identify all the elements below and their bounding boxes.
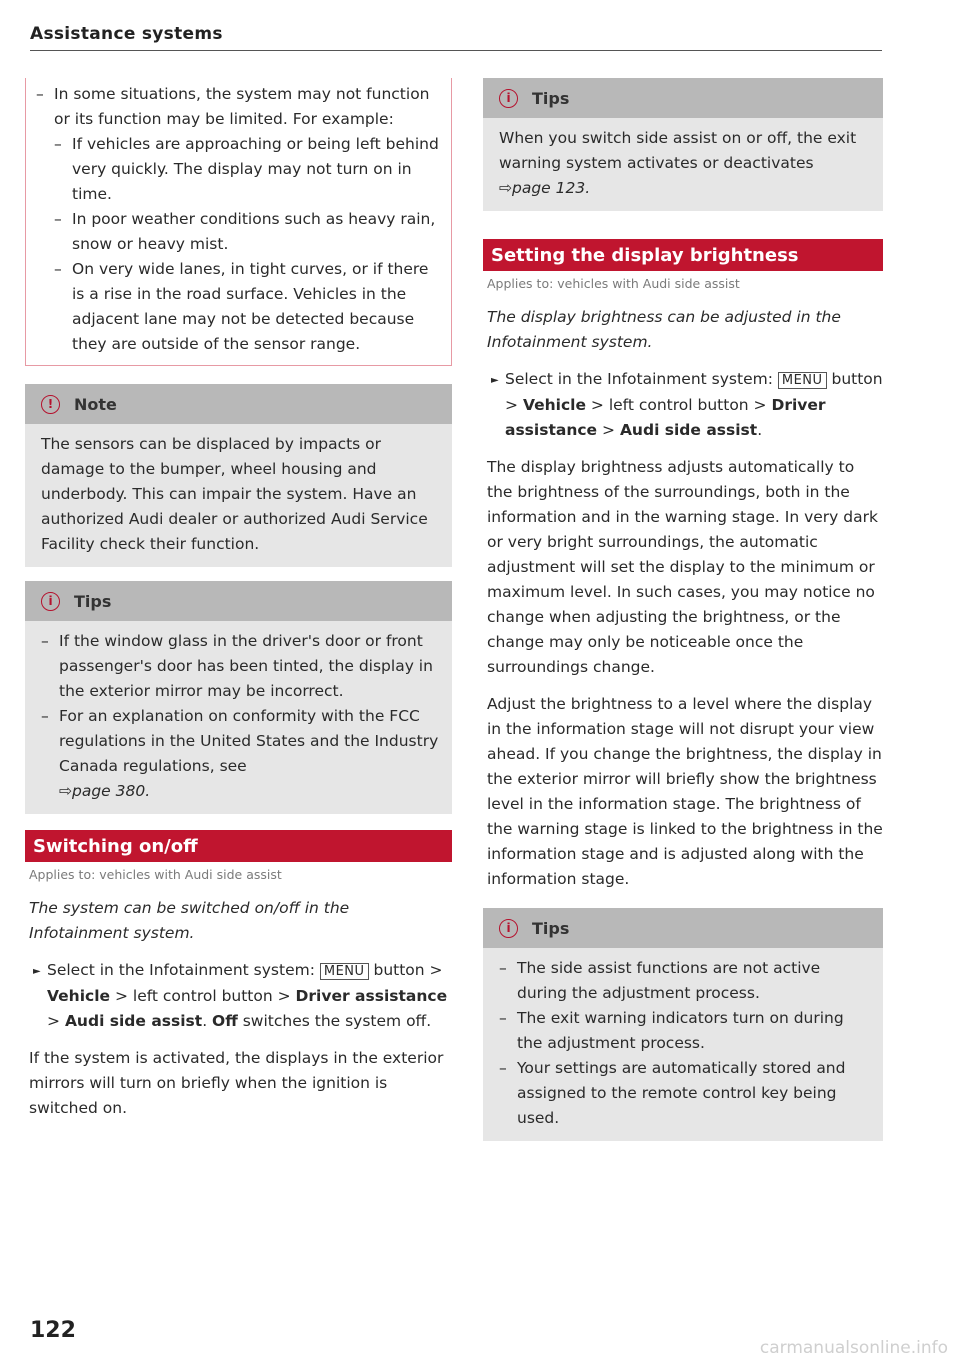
step-text: > left control button > (590, 396, 767, 414)
watermark: carmanualsonline.info (759, 1338, 948, 1358)
body-paragraph: If the system is activated, the displays in the exterior mirrors will turn on briefly when the ignition is switched on. (29, 1049, 444, 1117)
applies-to: Applies to: vehicles with Audi side assist (29, 867, 282, 882)
tips-header (483, 78, 883, 118)
body-paragraph: Adjust the brightness to a level where the display in the information stage will not disrupt your view ahead. If you change the brightness, the display in the exterior mirror will briefly show the brightness level in the information stage. The brightness of the warning stage is linked to the brightness in the information stage and is adjusted along with the information stage. (487, 695, 883, 888)
tip-item-text: For an explanation on conformity with the FCC regulations in the United States and the Industry Canada regulations, see (59, 707, 439, 775)
note-body (25, 424, 452, 567)
warning-box (25, 78, 452, 366)
note-header (25, 384, 452, 424)
warning-intro-item (36, 82, 441, 357)
page-ref-link[interactable]: ⇨page 380. (59, 782, 151, 800)
menu-path-driver-assistance: Driver assistance (505, 396, 826, 439)
tips-header (25, 581, 452, 621)
step-text: button > (505, 370, 883, 414)
menu-key: MENU (320, 963, 369, 980)
body-paragraph: The display brightness adjusts automatically to the brightness of the surroundings, both in the information and in the warning stage. In very dark or very bright surroundings, the automatic adjustment will set the display to the minimum or maximum level. In such cases, you may notice no change when adjusting the brightness, or the change may only be noticeable once the surroundings change. (487, 458, 878, 676)
right-column (483, 78, 883, 1141)
info-circle-icon: i (499, 89, 518, 108)
menu-path-audi-side-assist: Audi side assist (64, 1012, 203, 1030)
warning-item: – If vehicles are approaching or being left behind very quickly. The display may not turn on in time. (54, 132, 441, 207)
instruction-step: ► Select in the Infotainment system: MENU button > Vehicle > left control button > Driver assistance > Audi side assist. Off switches the system off. (29, 958, 452, 1034)
warning-intro: In some situations, the system may not function or its function may be limited. For example: (54, 85, 430, 128)
menu-key: MENU (778, 372, 827, 389)
running-header: Assistance systems (30, 24, 223, 44)
tips-body (483, 118, 883, 211)
tips-body (25, 621, 452, 814)
step-text: Select in the Infotainment system: (47, 961, 315, 979)
note-title: Note (74, 394, 117, 414)
tips-body (483, 948, 883, 1141)
tips-title: Tips (532, 88, 570, 108)
tips-header (483, 908, 883, 948)
section-heading-switching: Switching on/off (25, 830, 452, 862)
menu-path-vehicle: Vehicle (522, 396, 586, 414)
instruction-step: ► Select in the Infotainment system: MENU button > Vehicle > left control button > Driver assistance > Audi side assist. (487, 367, 883, 443)
step-separator: > (47, 1012, 60, 1030)
tips-box-adjustment (483, 908, 883, 1141)
tips-title: Tips (74, 591, 112, 611)
page-ref-link[interactable]: ⇨page 123. (499, 179, 591, 197)
section-intro: The system can be switched on/off in the Infotainment system. (29, 899, 350, 942)
step-text: Select in the Infotainment system: (505, 370, 773, 388)
step-text: > left control button > (114, 987, 291, 1005)
step-text: switches the system off. (242, 1012, 432, 1030)
menu-path-driver-assistance: Driver assistance (295, 987, 448, 1005)
warning-item: – On very wide lanes, in tight curves, or if there is a rise in the road surface. Vehicles in the adjacent lane may not be detected because they are outside of the sensor range. (54, 257, 441, 357)
header-rule (30, 50, 882, 51)
tips-text-body: When you switch side assist on or off, the exit warning system activates or deactivates (499, 129, 857, 172)
tips-title: Tips (532, 918, 570, 938)
note-box (25, 384, 452, 567)
tip-item: – Your settings are automatically stored and assigned to the remote control key being used. (499, 1056, 873, 1131)
warning-item: – In poor weather conditions such as heavy rain, snow or heavy mist. (54, 207, 441, 257)
menu-path-audi-side-assist: Audi side assist (619, 421, 758, 439)
page-number: 122 (30, 1318, 76, 1343)
info-circle-icon: i (499, 919, 518, 938)
tip-item: – If the window glass in the driver's door or front passenger's door has been tinted, the display in the exterior mirror may be incorrect. (41, 629, 442, 704)
section-heading-brightness: Setting the display brightness (483, 239, 883, 271)
tip-item: – The exit warning indicators turn on during the adjustment process. (499, 1006, 873, 1056)
tips-box-exit-warning (483, 78, 883, 211)
step-separator: > (602, 421, 615, 439)
info-circle-icon: i (41, 592, 60, 611)
applies-to: Applies to: vehicles with Audi side assist (487, 276, 740, 291)
menu-option-off: Off (212, 1012, 238, 1030)
note-text: The sensors can be displaced by impacts or damage to the bumper, wheel housing and underbody. This can impair the system. Have an authorized Audi dealer or authorized Audi Service Facility check their function. (41, 435, 428, 553)
tips-text (499, 126, 873, 201)
tip-item: – The side assist functions are not active during the adjustment process. (499, 956, 873, 1006)
section-intro: The display brightness can be adjusted in the Infotainment system. (487, 308, 841, 351)
tip-item (41, 704, 442, 804)
left-column (25, 78, 452, 1121)
menu-path-vehicle: Vehicle (47, 987, 111, 1005)
exclamation-circle-icon: ! (41, 395, 60, 414)
step-text: button > (373, 961, 443, 979)
tips-box (25, 581, 452, 814)
